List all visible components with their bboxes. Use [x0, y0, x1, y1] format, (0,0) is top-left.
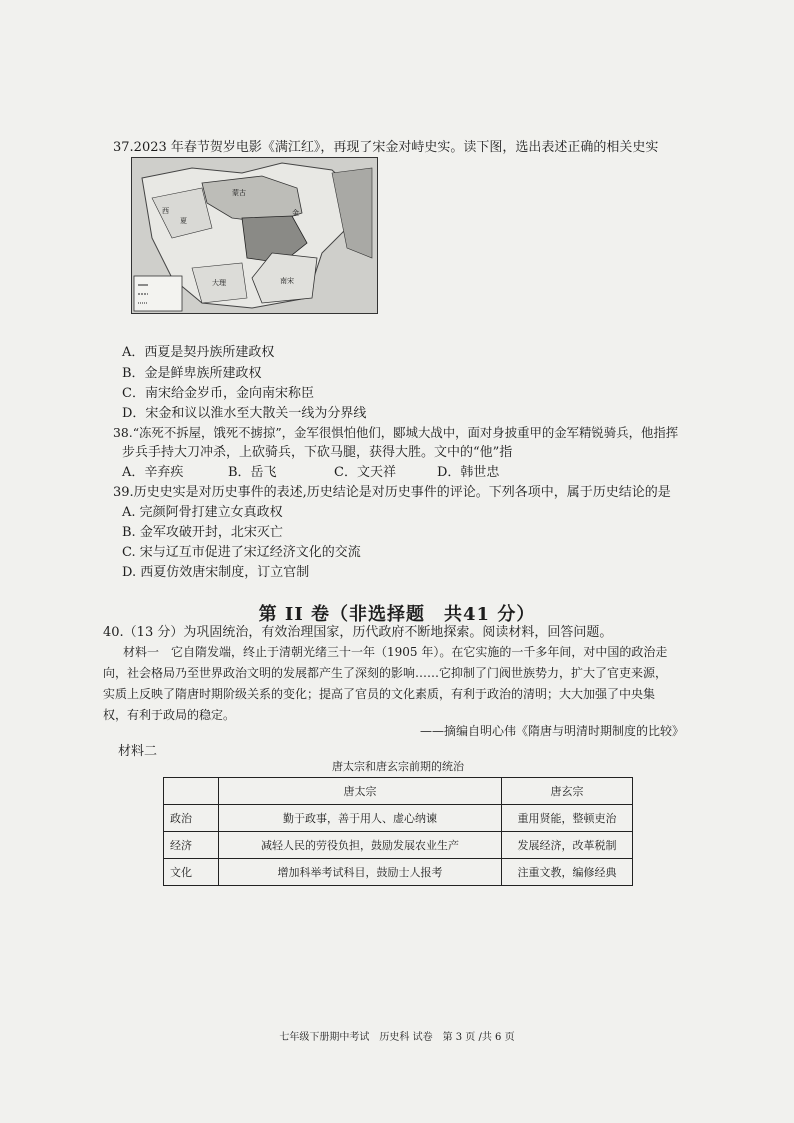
material1-source: ——摘编自明心伟《隋唐与明清时期制度的比较》 — [420, 724, 685, 738]
cell-taizong-politics: 勤于政事，善于用人、虚心纳谏 — [219, 805, 502, 832]
map-drawing — [132, 158, 377, 313]
map-label-dali: 大理 — [212, 279, 226, 287]
q37-option-d: D．宋金和议以淮水至大散关一线为分界线 — [122, 406, 367, 421]
map-label-jin: 金 — [292, 209, 299, 217]
q40-material1 — [103, 642, 703, 726]
table-header-row — [164, 778, 633, 805]
q38-stem-line1: 38.“冻死不拆屋，饿死不掳掠”，金军很惧怕他们，郾城大战中，面对身披重甲的金军精锐骑兵，他指挥 — [113, 425, 679, 440]
cell-xuanzong-economy: 发展经济，改革税制 — [502, 832, 633, 859]
table-row — [164, 832, 633, 859]
row-label-culture: 文化 — [164, 859, 219, 886]
row-label-economy: 经济 — [164, 832, 219, 859]
table-row — [164, 805, 633, 832]
q37-option-c: C．南宋给金岁币，金向南宋称臣 — [122, 386, 314, 401]
q37-option-a: A．西夏是契丹族所建政权 — [122, 345, 275, 360]
q38-stem-line2: 步兵手持大刀冲杀，上砍骑兵，下砍马腿，获得大胜。文中的“他”指 — [122, 445, 513, 460]
material1-line2: 向，社会格局乃至世界政治文明的发展都产生了深刻的影响……它抑制了门阀世族势力，扩大了官吏来源， — [103, 666, 668, 680]
table-header-taizong: 唐太宗 — [219, 778, 502, 805]
map-label-xia: 夏 — [180, 217, 187, 225]
q37-option-b: B．金是鲜卑族所建政权 — [122, 366, 262, 381]
rulers-table — [163, 777, 633, 886]
map-label-menggu: 蒙古 — [232, 189, 246, 197]
material2-label: 材料二 — [118, 744, 158, 759]
song-jin-map — [131, 157, 378, 314]
q38-option-a: A．辛弃疾 — [122, 465, 184, 480]
material1-line1: 材料一 它自隋发端，终止于清朝光绪三十一年（1905 年）。在它实施的一千多年间，对中国的政治走 — [123, 645, 668, 659]
q39-option-a: A. 完颜阿骨打建立女真政权 — [122, 505, 283, 520]
map-label-xi: 西 — [162, 207, 169, 215]
section-2-title: 第 II 卷（非选择题 共41 分） — [258, 604, 536, 625]
table-header-blank — [164, 778, 219, 805]
q38-option-b: B．岳飞 — [228, 465, 277, 480]
q40-stem: 40.（13 分）为巩固统治，有效治理国家，历代政府不断地探索。阅读材料，回答问题。 — [103, 625, 613, 640]
q39-stem: 39.历史史实是对历史事件的表述,历史结论是对历史事件的评论。下列各项中，属于历史结论的是 — [113, 485, 671, 500]
q39-option-b: B. 金军攻破开封，北宋灭亡 — [122, 525, 283, 540]
q39-option-c: C. 宋与辽互市促进了宋辽经济文化的交流 — [122, 545, 361, 560]
cell-taizong-economy: 减轻人民的劳役负担，鼓励发展农业生产 — [219, 832, 502, 859]
table-caption: 唐太宗和唐玄宗前期的统治 — [332, 760, 464, 773]
material1-line3: 实质上反映了隋唐时期阶级关系的变化；提高了官员的文化素质，有利于政治的清明；大大加强了中央集 — [103, 687, 656, 701]
row-label-politics: 政治 — [164, 805, 219, 832]
material1-line4: 权，有利于政局的稳定。 — [103, 708, 236, 722]
cell-xuanzong-culture: 注重文教，编修经典 — [502, 859, 633, 886]
map-label-nansong: 南宋 — [280, 277, 294, 285]
q38-option-c: C．文天祥 — [334, 465, 396, 480]
q37-stem: 37.2023 年春节贺岁电影《满江红》，再现了宋金对峙史实。读下图，选出表述正确的相关史实 — [113, 140, 659, 155]
table-header-xuanzong: 唐玄宗 — [502, 778, 633, 805]
q39-option-d: D. 西夏仿效唐宋制度，订立官制 — [122, 565, 310, 580]
page-footer: 七年级下册期中考试 历史科 试卷 第 3 页 /共 6 页 — [279, 1032, 515, 1043]
table-row — [164, 859, 633, 886]
cell-taizong-culture: 增加科举考试科目，鼓励士人报考 — [219, 859, 502, 886]
q38-option-d: D．韩世忠 — [437, 465, 500, 480]
cell-xuanzong-politics: 重用贤能，整顿吏治 — [502, 805, 633, 832]
